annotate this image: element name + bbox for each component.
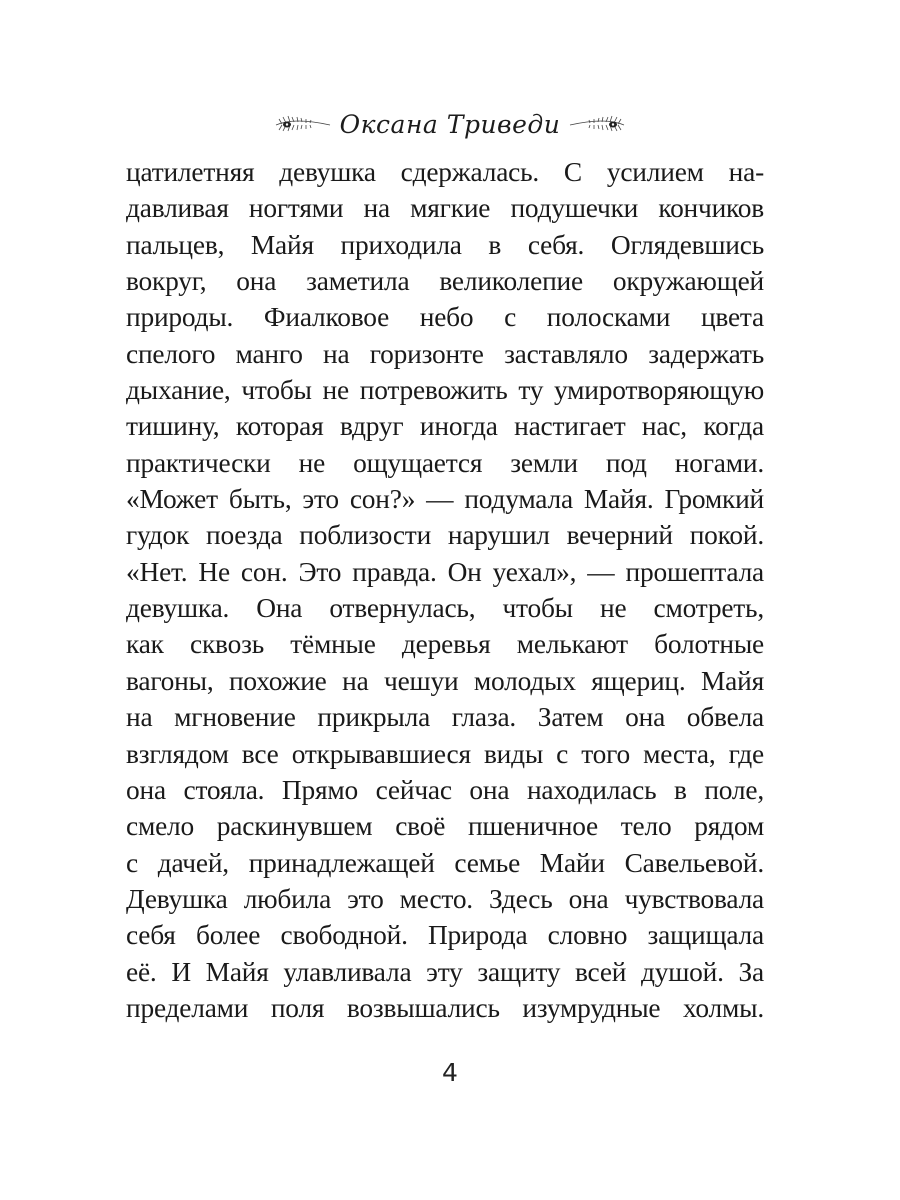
- feather-ornament-right-icon: [568, 114, 626, 134]
- page-number: 4: [442, 1058, 458, 1087]
- text-line: себя более свободной. Природа словно защищала: [126, 920, 764, 951]
- text-line: взглядом все открывавшиеся виды с того места, где: [126, 738, 764, 769]
- text-line: природы. Фиалковое небо с полосками цвета: [126, 302, 764, 333]
- body-text: [126, 154, 764, 1026]
- text-line: она стояла. Прямо сейчас она находилась в поле,: [126, 774, 764, 805]
- text-line: Девушка любила это место. Здесь она чувствовала: [126, 883, 764, 914]
- text-line: вокруг, она заметила великолепие окружающей: [126, 266, 764, 297]
- text-line: цатилетняя девушка сдержалась. С усилием на-: [126, 157, 764, 187]
- text-line: вагоны, похожие на чешуи молодых ящериц. Майя: [126, 665, 764, 696]
- running-header: [0, 104, 900, 144]
- feather-ornament-left-icon: [274, 114, 332, 134]
- text-line: «Нет. Не сон. Это правда. Он уехал», — прошептала: [126, 556, 764, 587]
- text-line: пальцев, Майя приходила в себя. Оглядевшись: [126, 229, 764, 260]
- text-line: на мгновение прикрыла глаза. Затем она обвела: [126, 702, 764, 733]
- text-line: смело раскинувшем своё пшеничное тело рядом: [126, 811, 764, 842]
- text-line: дыхание, чтобы не потревожить ту умиротворяющую: [126, 375, 764, 406]
- text-line: с дачей, принадлежащей семье Майи Савельевой.: [126, 847, 764, 878]
- text-line: тишину, которая вдруг иногда настигает нас, когда: [126, 411, 764, 442]
- text-line: как сквозь тёмные деревья мелькают болотные: [126, 629, 764, 660]
- text-line: спелого манго на горизонте заставляло задержать: [126, 338, 764, 369]
- text-line: «Может быть, это сон?» — подумала Майя. Громкий: [126, 484, 764, 515]
- author-name: Оксана Триведи: [339, 109, 561, 139]
- text-line: пределами поля возвышались изумрудные холмы.: [126, 992, 764, 1023]
- text-line: гудок поезда поблизости нарушил вечерний покой.: [126, 520, 764, 551]
- text-line: её. И Майя улавливала эту защиту всей душой. За: [126, 956, 764, 987]
- text-line: девушка. Она отвернулась, чтобы не смотреть,: [126, 593, 764, 624]
- text-line: практически не ощущается земли под ногами.: [126, 447, 764, 478]
- text-line: давливая ногтями на мягкие подушечки кончиков: [126, 193, 764, 224]
